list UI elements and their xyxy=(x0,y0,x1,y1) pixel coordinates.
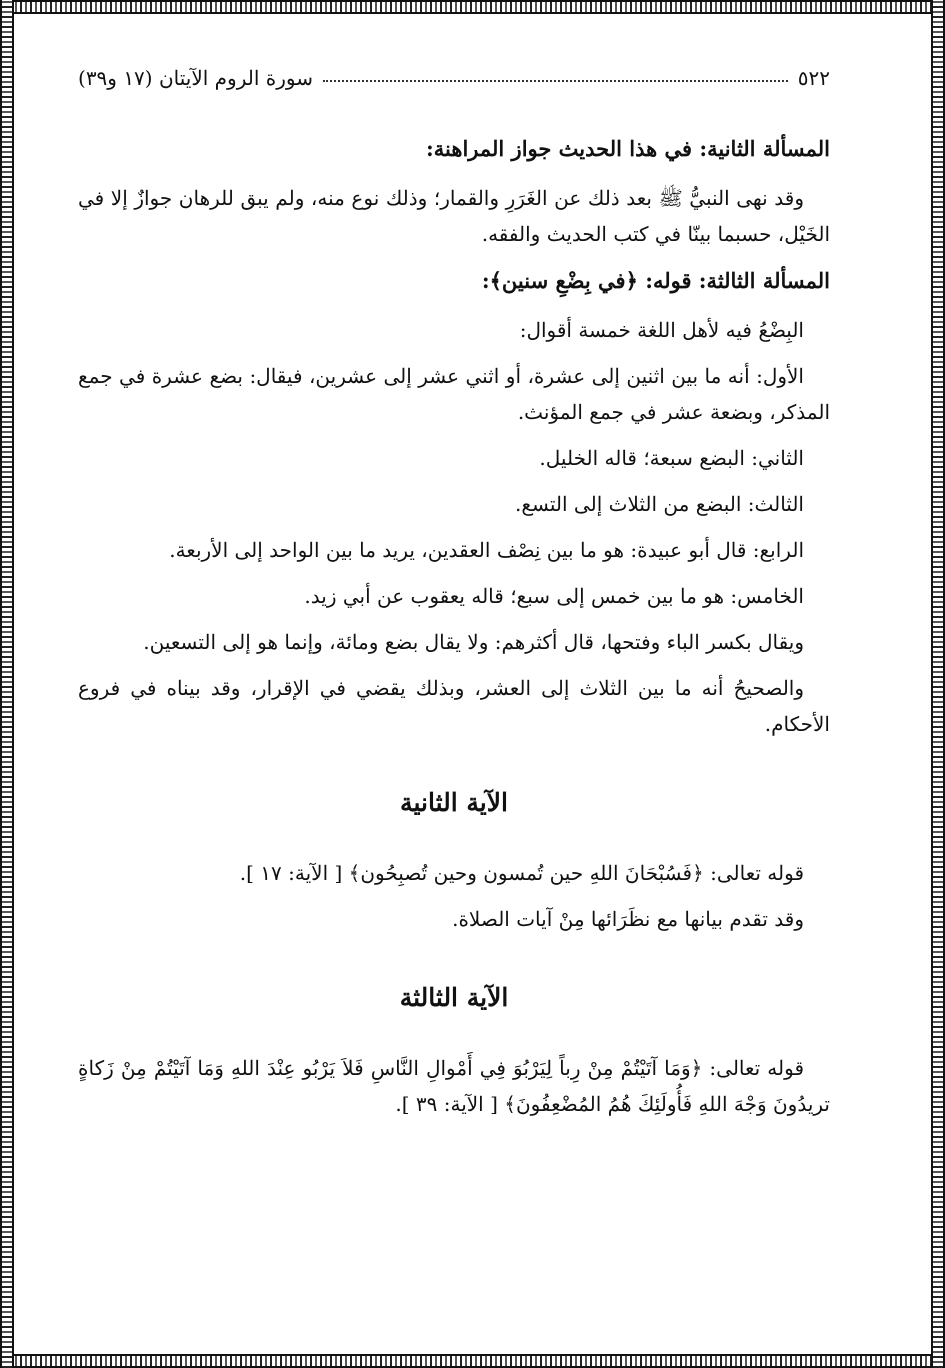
page-border-left xyxy=(0,0,14,1368)
pronunciation-paragraph: ويقال بكسر الباء وفتحها، قال أكثرهم: ولا يقال بضع ومائة، وإنما هو إلى التسعين. xyxy=(143,629,804,654)
running-title: سورة الروم الآيتان (١٧ و٣٩) xyxy=(78,66,313,90)
running-header xyxy=(78,60,830,96)
opinion-third-paragraph: الثالث: البضع من الثلاث إلى التسع. xyxy=(515,491,804,516)
section-title-verse-2: الآية الثانية xyxy=(400,787,508,817)
verse-2-quote-paragraph: قوله تعالى: ﴿فَسُبْحَانَ اللهِ حين تُمسون وحين تُصبِحُون﴾ [ الآية: ١٧ ]. xyxy=(239,860,804,885)
verse-2-note-paragraph: وقد تقدم بيانها مع نظَرَائها مِنْ آيات الصلاة. xyxy=(452,906,804,931)
opinion-second-paragraph: الثاني: البضع سبعة؛ قاله الخليل. xyxy=(539,445,804,470)
verse-3-quote-paragraph: قوله تعالى: ﴿وَمَا آتَيْتُمْ مِنْ رِباً لِيَرْبُوَ فِي أَمْوالِ النَّاسِ فَلاَ يَرْبُو عِنْدَ اللهِ وَمَا آتَيْتُمْ مِنْ زَكاةٍ تريدُونَ وَجْهَ اللهِ فَأُولَئِكَ هُمُ المُضْعِفُونَ﴾ [ الآية: ٣٩ ]. xyxy=(78,1055,830,1116)
page-number: ٥٢٢ xyxy=(797,66,830,90)
opinion-fifth-paragraph: الخامس: هو ما بين خمس إلى سبع؛ قاله يعقوب عن أبي زيد. xyxy=(304,583,804,608)
dotted-leader xyxy=(323,80,788,82)
bid-intro-paragraph: البِضْعُ فيه لأهل اللغة خمسة أقوال: xyxy=(519,317,804,342)
opinion-first-paragraph: الأول: أنه ما بين اثنين إلى عشرة، أو اثني عشر إلى عشرين، فيقال: بضع عشرة في جمع المذكر، وبضعة عشر في جمع المؤنث. xyxy=(78,363,830,424)
page-border-right xyxy=(931,0,945,1368)
correct-view-paragraph: والصحيحُ أنه ما بين الثلاث إلى العشر، وبذلك يقضي في الإقرار، وقد بيناه في فروع الأحكام. xyxy=(78,675,830,736)
issue3-heading: المسألة الثالثة: قوله: ﴿في بِضْعِ سنين﴾: xyxy=(481,267,830,293)
opinion-fourth-paragraph: الرابع: قال أبو عبيدة: هو ما بين نِصْف العقدين، يريد ما بين الواحد إلى الأربعة. xyxy=(169,537,804,562)
page-border-bottom xyxy=(0,1354,945,1368)
section-title-verse-3: الآية الثالثة xyxy=(399,982,509,1012)
page-content xyxy=(78,60,830,1132)
page-border-top xyxy=(0,0,945,14)
issue2-heading: المسألة الثانية: في هذا الحديث جواز المراهنة: xyxy=(426,136,830,161)
issue2-paragraph: وقد نهى النبيُّ ﷺ بعد ذلك عن الغَرَرِ والقمار؛ وذلك نوع منه، ولم يبق للرهان جوازٌ إلا في الخَيْل، حسبما بينّا في كتب الحديث والفقه. xyxy=(78,185,830,246)
